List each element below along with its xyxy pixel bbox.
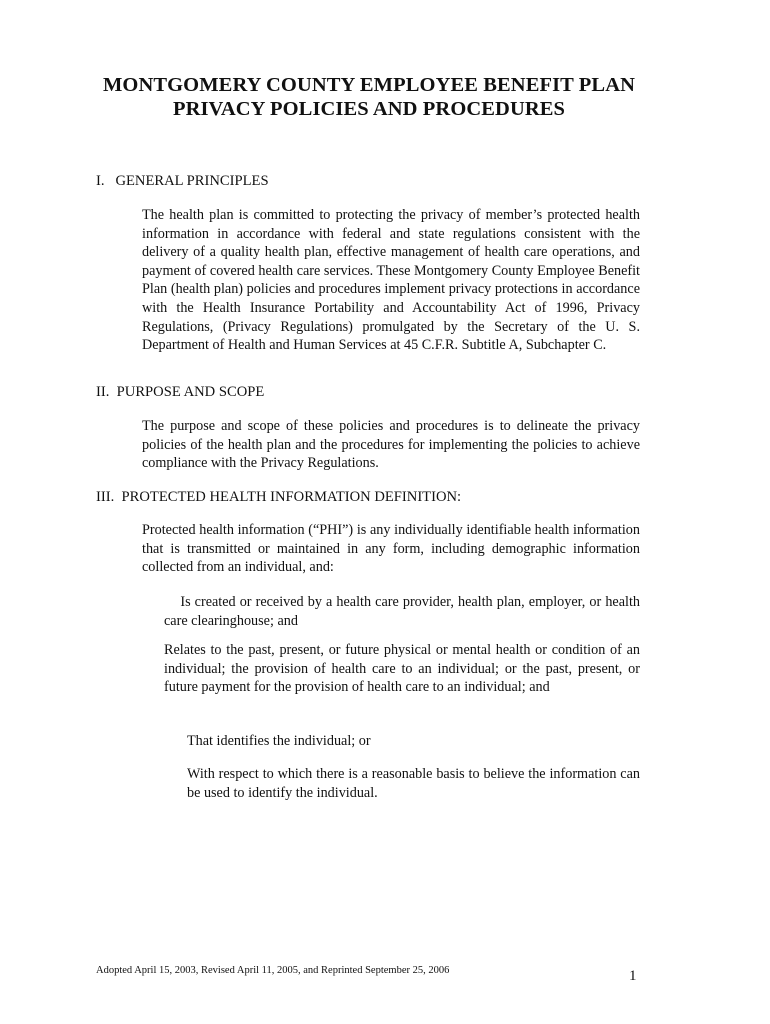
page-number: 1	[629, 968, 637, 984]
section-heading-phi-definition: III. PROTECTED HEALTH INFORMATION DEFINITION:	[96, 489, 462, 505]
section-heading-purpose-and-scope: II. PURPOSE AND SCOPE	[96, 384, 265, 400]
document-title-line-2: PRIVACY POLICIES AND PROCEDURES	[172, 98, 566, 120]
section-body-phi-definition: Protected health information (“PHI”) is any individually identifiable health information that is transmitted or maintained in any form, including demographic information collected from an individual, and:	[142, 522, 640, 576]
phi-criterion-relates-to-health: Relates to the past, present, or future physical or mental health or condition of an individual; the provision of health care to an individual; or the past, present, or future payment for the provision of health care to an individual; and	[164, 642, 640, 696]
phi-subcriterion-identifies-individual: That identifies the individual; or	[187, 733, 371, 749]
phi-criterion-created-or-received: Is created or received by a health care provider, health plan, employer, or health care clearinghouse; and	[164, 594, 644, 629]
section-heading-general-principles: I. GENERAL PRINCIPLES	[96, 173, 269, 189]
footer-revision-note: Adopted April 15, 2003, Revised April 11, 2005, and Reprinted September 25, 2006	[96, 965, 450, 976]
phi-subcriterion-reasonable-basis: With respect to which there is a reasonable basis to believe the information can be used to identify the individual.	[187, 766, 640, 801]
section-body-general-principles: The health plan is committed to protecting the privacy of member’s protected health information in accordance with federal and state regulations consistent with the delivery of a quality health plan, effective management of health care operations, and payment of covered health care services. These Montgomery County Employee Benefit Plan (health plan) policies and procedures implement privacy protections in accordance with the Health Insurance Portability and Accountability Act of 1996, Privacy Regulations, (Privacy Regulations) promulgated by the Secretary of the U. S. Department of Health and Human Services at 45 C.F.R. Subtitle A, Subchapter C.	[142, 207, 640, 354]
section-body-purpose-and-scope: The purpose and scope of these policies and procedures is to delineate the privacy policies of the health plan and the procedures for implementing the policies to achieve compliance with the Privacy Regulations.	[142, 418, 640, 472]
document-title-line-1: MONTGOMERY COUNTY EMPLOYEE BENEFIT PLAN	[102, 74, 636, 96]
